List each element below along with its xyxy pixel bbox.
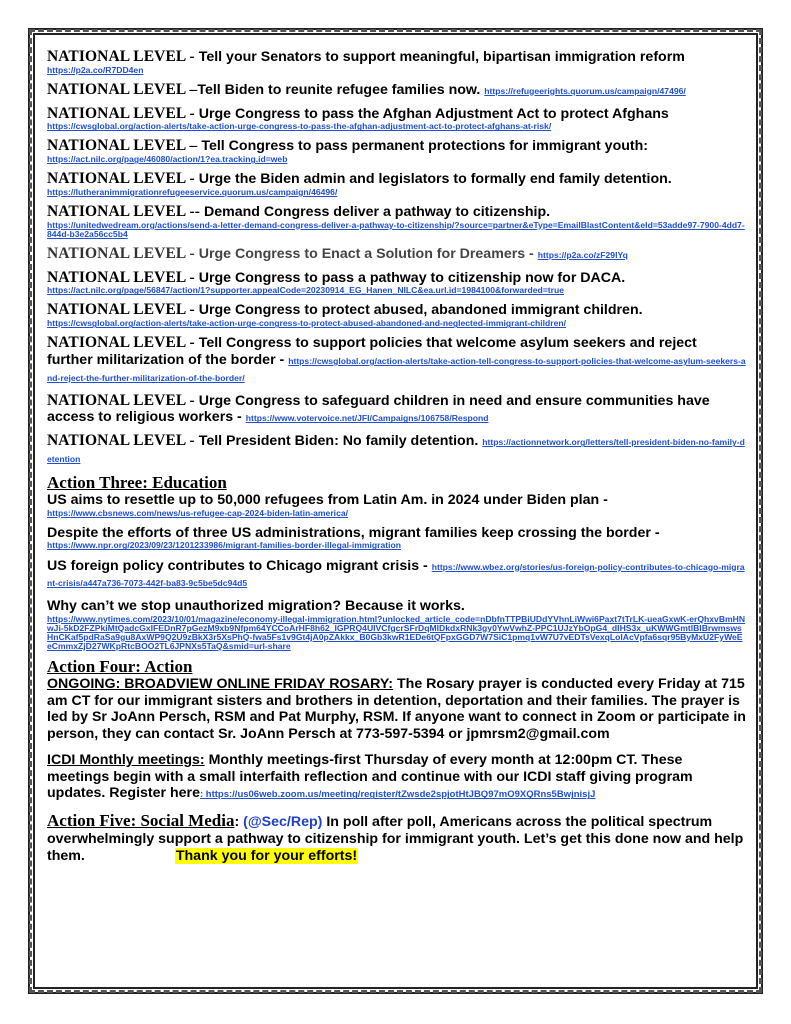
education-item — [47, 525, 746, 551]
education-text: US foreign policy contributes to Chicago migrant crisis - — [47, 557, 432, 574]
rosary-heading: ONGOING: BROADVIEW ONLINE FRIDAY ROSARY: — [47, 675, 394, 692]
thanks-highlight: Thank you for your efforts! — [175, 847, 358, 864]
level-separator: - — [185, 334, 199, 352]
national-item — [47, 270, 746, 296]
level-label: NATIONAL LEVEL — [47, 268, 186, 286]
level-label: NATIONAL LEVEL — [47, 137, 186, 155]
education-link[interactable]: https://www.cbsnews.com/news/us-refugee-cap-2024-biden-latin-america/ — [47, 507, 349, 518]
action-text: Urge Congress to pass a pathway to citizenship now for DACA. — [198, 269, 626, 286]
level-label: NATIONAL LEVEL — [47, 170, 186, 188]
education-text: US aims to resettle up to 50,000 refugees from Latin Am. in 2024 under Biden plan - — [47, 491, 608, 508]
education-section-title: Action Three: Education — [47, 472, 227, 492]
action-five-colon: : — [234, 814, 244, 831]
rosary-paragraph — [47, 676, 746, 743]
education-link[interactable]: https://www.npr.org/2023/09/23/1201233986/migrant-families-border-illegal-immigration — [47, 540, 402, 551]
national-item — [47, 393, 746, 427]
action-link[interactable]: https://refugeerights.quorum.us/campaign/47496/ — [484, 85, 686, 96]
level-label: NATIONAL LEVEL — [47, 301, 186, 319]
level-separator: - — [185, 170, 199, 188]
education-link[interactable]: https://www.nytimes.com/2023/10/01/magazine/economy-illegal-immigration.html?unlocked_article_code=nDbfnTTPBiUDdYVhnLiWwi6Paxt7tTrLK-ueaGxwK-erQhxvBmHNwJi-5kD2FZPkiMtQadcGxIFEDnR7pGezM9xb9Nfpm64YCCoArHF8h62_IGPRQ4UIVCfgcrSFrDqMlDkdxRNk3gy0YwVwhZ-PPC1UJzYbOpG4_dIHS3x_uKWWGmtlBlBrwmswsHnCKaf5pdRaSa9gu8AxWP9Q2U9zBkX3r5XsPhQ-fwa5Fs1v9Gt4jA0pZAkkx_B0Gb3kwR1EDe6tQFpxGGD7W7SiC1pmq1vW7U7vEDTsVexqLoIAcVpfa6sqr95ByMxU2FyWeEeCmmxZjD27WKpRtcBOO2TL6JPNXs5TaQ&smid=url-share — [47, 613, 746, 651]
level-separator: - — [185, 244, 199, 262]
action-text: Urge Congress to protect abused, abandoned immigrant children. — [198, 302, 643, 319]
icdi-text: Monthly meetings-first Thursday of every month at 12:00pm CT. These meetings begin with a small interfaith reflection and continue with our ICDI staff giving program updates. Register here — [47, 751, 693, 802]
action-link[interactable]: https://lutheranimmigrationrefugeeservice.quorum.us/campaign/46496/ — [47, 187, 338, 198]
page-content — [47, 49, 746, 864]
action-text: Tell President Biden: No family detention. — [198, 433, 483, 450]
action-link[interactable]: https://unitedwedream.org/actions/send-a-letter-demand-congress-deliver-a-pathway-to-citizenship/?source=partner&eType=EmailBlastContent&eId=53adde97-7900-4dd7-844d-b3e2a56cc5b4 — [47, 219, 745, 239]
action-link[interactable]: https://www.votervoice.net/JFI/Campaigns/106758/Respond — [245, 413, 489, 424]
action-link[interactable]: https://actionnetwork.org/letters/tell-president-biden-no-family-detention — [47, 437, 745, 465]
level-separator: – — [185, 80, 198, 98]
icdi-paragraph — [47, 752, 746, 802]
action-link[interactable]: https://act.nilc.org/page/46080/action/1?ea.tracking.id=web — [47, 154, 288, 165]
level-separator: – — [185, 137, 202, 155]
level-label: NATIONAL LEVEL — [47, 432, 186, 450]
national-level-list — [47, 49, 746, 467]
social-handle: (@Sec/Rep) — [243, 814, 323, 831]
action-link[interactable]: https://cwsglobal.org/action-alerts/take-action-urge-congress-to-protect-abused-abandoned-and-neglected-immigrant-children/ — [47, 318, 567, 329]
education-link[interactable]: https://www.wbez.org/stories/us-foreign-policy-contributes-to-chicago-migrant-crisis/a447a736-7073-442f-ba83-9c5be5dc94d5 — [47, 561, 745, 589]
action-link[interactable]: https://p2a.co/zF29lYq — [537, 249, 628, 260]
level-separator: -- — [185, 203, 204, 221]
national-item — [47, 106, 746, 132]
level-separator: - — [185, 432, 199, 450]
level-separator: - — [185, 268, 199, 286]
national-item — [47, 335, 746, 385]
national-item — [47, 49, 746, 75]
education-item — [47, 598, 746, 651]
action-text: Tell Congress to pass permanent protections for immigrant youth: — [201, 138, 649, 155]
level-separator: - — [185, 48, 199, 65]
action-text: Tell Biden to reunite refugee families now. — [197, 81, 485, 98]
icdi-colon: : — [199, 789, 206, 801]
level-separator: - — [185, 301, 199, 319]
action-four-title: Action Four: Action — [47, 656, 193, 676]
action-text: Urge Congress to Enact a Solution for Dreamers - — [198, 245, 538, 262]
education-item — [47, 558, 746, 592]
national-item — [47, 246, 746, 263]
education-text: Despite the efforts of three US administrations, migrant families keep crossing the border - — [47, 524, 660, 541]
action-link[interactable]: https://act.nilc.org/page/56847/action/1?supporter.appealCode=20230914_EG_Hanen_NILC&ea.url.id=1984100&forwarded=true — [47, 285, 565, 296]
level-label: NATIONAL LEVEL — [47, 80, 186, 98]
national-item — [47, 138, 746, 164]
level-label: NATIONAL LEVEL — [47, 244, 186, 262]
education-item — [47, 492, 746, 518]
action-five-title: Action Five: Social Media — [47, 811, 235, 831]
education-text: Why can’t we stop unauthorized migration? Because it works. — [47, 598, 465, 615]
level-separator: - — [185, 391, 199, 409]
level-label: NATIONAL LEVEL — [47, 391, 186, 409]
level-separator: - — [185, 104, 199, 122]
action-text: Tell your Senators to support meaningful, bipartisan immigration reform — [198, 49, 685, 65]
rosary-text: The Rosary prayer is conducted every Friday at 715 am CT for our immigrant sisters and brothers in detention, deportation and their families. The prayer is led by Sr JoAnn Persch, RSM and Pat Murphy, RSM. If anyone want to connect in Zoom or participate in person, they can contact Sr. JoAnn Persch at 773-597-5394 or jpmrsm2@gmail.com — [47, 675, 746, 743]
action-link[interactable]: https://cwsglobal.org/action-alerts/take-action-tell-congress-to-support-policies-that-welcome-asylum-seekers-and-reject-the-further-militarization-of-the-border/ — [47, 356, 746, 383]
action-link[interactable]: https://p2a.co/R7DD4en — [47, 64, 144, 75]
national-item — [47, 433, 746, 467]
education-list — [47, 492, 746, 651]
icdi-heading: ICDI Monthly meetings: — [47, 751, 205, 768]
level-label: NATIONAL LEVEL — [47, 104, 186, 122]
page-border — [28, 28, 763, 994]
action-text: Urge the Biden admin and legislators to formally end family detention. — [198, 171, 672, 188]
action-text: Urge Congress to safeguard children in need and ensure communities have access to religious workers - — [47, 392, 710, 426]
icdi-register-link[interactable]: https://us06web.zoom.us/meeting/register/tZwsde2spjotHtJBQ97mO9XQRns5BwjnisjJ — [205, 789, 596, 801]
action-five-paragraph — [47, 812, 746, 864]
national-item — [47, 204, 746, 239]
national-item — [47, 171, 746, 197]
level-label: NATIONAL LEVEL — [47, 48, 186, 65]
action-text: Urge Congress to pass the Afghan Adjustment Act to protect Afghans — [198, 105, 669, 122]
national-item — [47, 302, 746, 328]
level-label: NATIONAL LEVEL — [47, 334, 186, 352]
action-text: Demand Congress deliver a pathway to citizenship. — [204, 204, 551, 221]
action-link[interactable]: https://cwsglobal.org/action-alerts/take-action-urge-congress-to-pass-the-afghan-adjustment-act-to-protect-afghans-at-risk/ — [47, 121, 552, 132]
action-five-text: In poll after poll, Americans across the political spectrum overwhelmingly support a pathway to citizenship for immigrant youth. Let’s get this done now and help them. — [47, 814, 744, 864]
national-item — [47, 82, 746, 99]
level-label: NATIONAL LEVEL — [47, 203, 186, 221]
action-text: Tell Congress to support policies that welcome asylum seekers and reject further militarization of the border - — [47, 335, 697, 369]
